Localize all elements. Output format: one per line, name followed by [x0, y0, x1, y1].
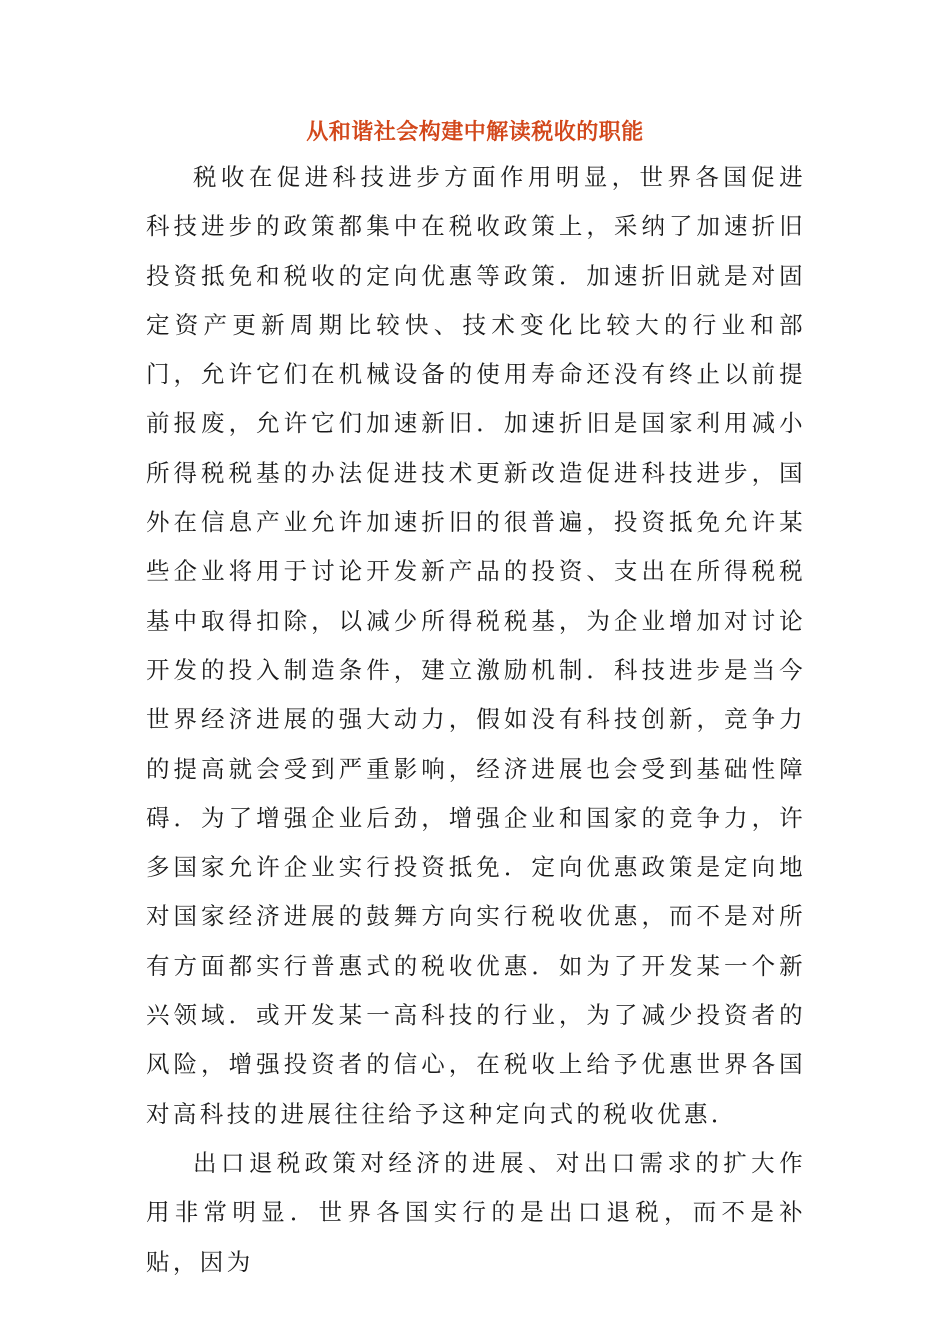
document-title: 从和谐社会构建中解读税收的职能 [306, 120, 644, 145]
paragraph-1: 税收在促进科技进步方面作用明显，世界各国促进科技进步的政策都集中在税收政策上，采纳了加速折旧投资抵免和税收的定向优惠等政策．加速折旧就是对固定资产更新周期比较快、技术变化比较大的行业和部门，允许它们在机械设备的使用寿命还没有终止以前提前报废，允许它们加速新旧．加速折旧是国家利用减小所得税税基的办法促进技术更新改造促进科技进步，国外在信息产业允许加速折旧的很普遍，投资抵免允许某些企业将用于讨论开发新产品的投资、支出在所得税税基中取得扣除，以减少所得税税基，为企业增加对讨论开发的投入制造条件，建立激励机制．科技进步是当今世界经济进展的强大动力，假如没有科技创新，竞争力的提高就会受到严重影响，经济进展也会受到基础性障碍．为了增强企业后劲，增强企业和国家的竞争力，许多国家允许企业实行投资抵免．定向优惠政策是定向地对国家经济进展的鼓舞方向实行税收优惠，而不是对所有方面都实行普惠式的税收优惠．如为了开发某一个新兴领域．或开发某一高科技的行业，为了减少投资者的风险，增强投资者的信心，在税收上给予优惠世界各国对高科技的进展往往给予这种定向式的税收优惠． [146, 163, 806, 1128]
document-body [146, 153, 806, 1287]
paragraph-2: 出口退税政策对经济的进展、对出口需求的扩大作用非常明显．世界各国实行的是出口退税，而不是补贴，因为 [146, 1148, 806, 1276]
